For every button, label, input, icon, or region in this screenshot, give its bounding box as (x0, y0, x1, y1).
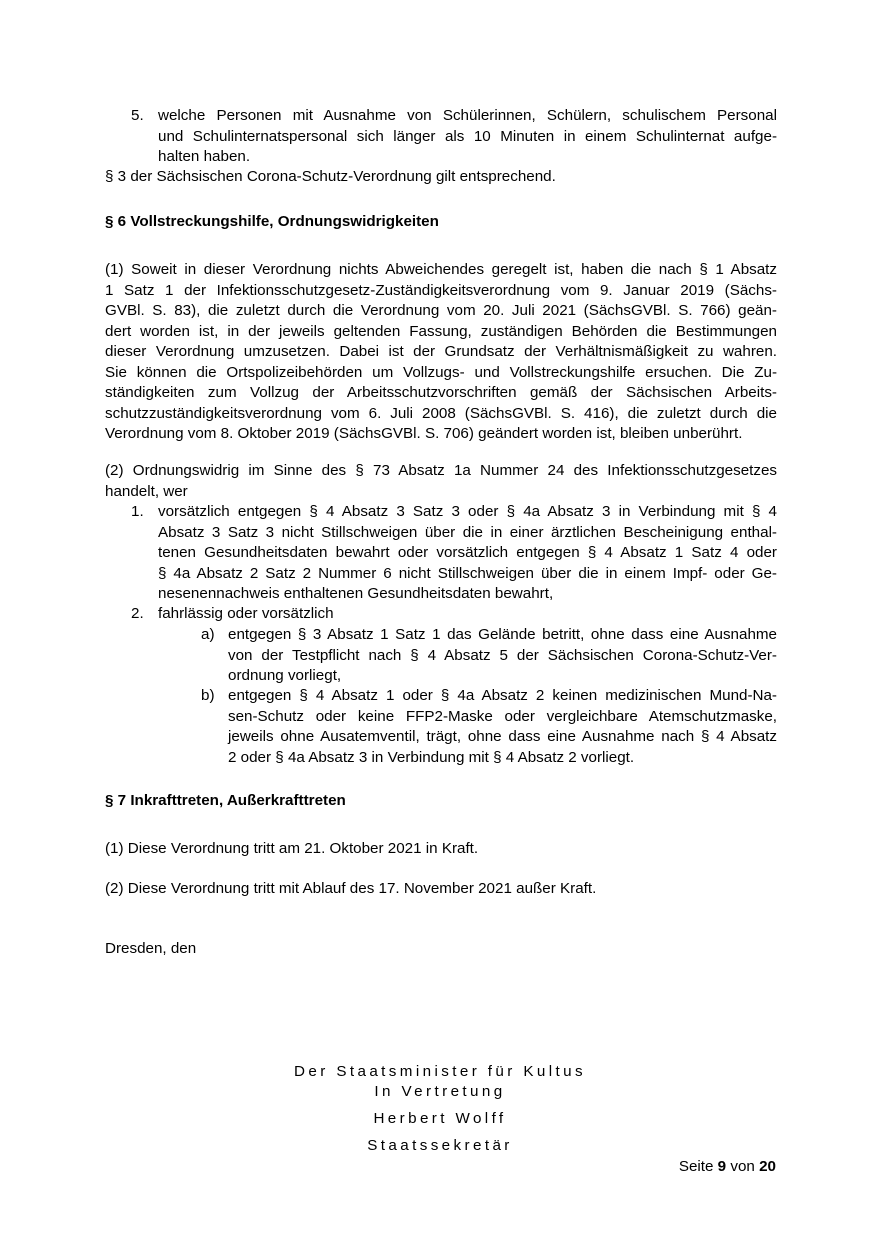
signature-line-2: In Vertretung (374, 1083, 506, 1100)
text-line: von der Testpflicht nach § 4 Absatz 5 der Sächsischen Corona-Schutz-Ver- (228, 646, 777, 664)
text-line: jeweils ohne Ausatemventil, trägt, ohne dass eine Ausnahme nach § 4 Absatz (228, 728, 777, 745)
page-label: Seite (678, 1158, 714, 1175)
sub-item-letter: b) (201, 687, 215, 704)
list-item-2 (131, 604, 777, 625)
text-line: handelt, wer (105, 482, 188, 500)
text-line: (2) Ordnungswidrig im Sinne des § 73 Absatz 1a Nummer 24 des Infektionsschutzgesetzes (105, 462, 777, 479)
list-item-number: 5. (131, 107, 144, 124)
section-6-paragraph-1 (105, 260, 777, 445)
text-line: (1) Soweit in dieser Verordnung nichts Abweichendes geregelt ist, haben die nach § 1 Absatz (105, 261, 777, 278)
text-line: ständigkeiten zum Vollzug der Arbeitsschutzvorschriften gemäß der Sächsischen Arbeits- (105, 384, 777, 401)
text-line: fahrlässig oder vorsätzlich (158, 605, 334, 622)
text-line: 2 oder § 4a Absatz 3 in Verbindung mit § 4 Absatz 2 vorliegt. (228, 748, 635, 766)
text-line: § 4a Absatz 2 Satz 2 Nummer 6 nicht Stillschweigen über die in einem Impf- oder Ge- (158, 564, 777, 582)
list-item-number: 2. (131, 605, 144, 622)
list-item-number: 1. (131, 503, 144, 520)
page-of-label: von (730, 1158, 755, 1175)
text-line: 1 Satz 1 der Infektionsschutzgesetz-Zuständigkeitsverordnung vom 9. Januar 2019 (Sächs- (105, 281, 777, 299)
text-line: GVBl. S. 83), die zuletzt durch die Verordnung vom 20. Juli 2021 (SächsGVBl. S. 766) geän- (105, 302, 777, 319)
text-line: halten haben. (158, 148, 251, 165)
paragraph-reference: § 3 der Sächsischen Corona-Schutz-Verordnung gilt entsprechend. (105, 168, 556, 185)
text-line: tenen Gesundheitsdaten bewahrt oder vorsätzlich entgegen § 4 Absatz 1 Satz 4 oder (158, 544, 777, 561)
text-line: entgegen § 4 Absatz 1 oder § 4a Absatz 2 keinen medizinischen Mund-Na- (228, 687, 777, 704)
text-line: welche Personen mit Ausnahme von Schülerinnen, Schülern, schulischem Personal (158, 107, 777, 124)
text-line: Sie können die Ortspolizeibehörden um Vollzugs- und Vollstreckungshilfe ersuchen. Die Zu- (105, 363, 777, 381)
page-number (679, 1157, 776, 1177)
list-item-1 (131, 502, 777, 605)
section-7-paragraph-1: (1) Diese Verordnung tritt am 21. Oktober 2021 in Kraft. (105, 840, 479, 857)
current-page: 9 (717, 1158, 727, 1175)
signatory-title: Staatssekretär (367, 1137, 513, 1154)
sub-item-b (201, 686, 777, 768)
text-line: vorsätzlich entgegen § 4 Absatz 3 Satz 3 oder § 4a Absatz 3 in Verbindung mit § 4 (158, 503, 777, 520)
text-line: Verordnung vom 8. Oktober 2019 (SächsGVBl. S. 706) geändert worden ist, bleiben unberührt. (105, 425, 743, 442)
text-line: nesenennachweis enthaltenen Gesundheitsdaten bewahrt, (158, 585, 554, 602)
text-line: ordnung vorliegt, (228, 667, 342, 684)
section-heading-7: § 7 Inkrafttreten, Außerkrafttreten (105, 792, 346, 809)
section-heading-6: § 6 Vollstreckungshilfe, Ordnungswidrigkeiten (105, 213, 439, 230)
sub-item-a (201, 625, 777, 687)
list-item-5 (131, 106, 777, 168)
section-7-paragraph-2: (2) Diese Verordnung tritt mit Ablauf des 17. November 2021 außer Kraft. (105, 880, 597, 897)
total-pages: 20 (759, 1158, 776, 1175)
text-line: Absatz 3 Satz 3 nicht Stillschweigen über die in einer ärztlichen Bescheinigung enthal- (158, 523, 777, 541)
signature-line-1: Der Staatsminister für Kultus (294, 1063, 586, 1080)
text-line: schutzzuständigkeitsverordnung vom 6. Juli 2008 (SächsGVBl. S. 416), die zuletzt durch die (105, 404, 777, 422)
text-line: und Schulinternatspersonal sich länger als 10 Minuten in einem Schulinternat aufge- (158, 127, 777, 145)
text-line: dieser Verordnung umzusetzen. Dabei ist der Grundsatz der Verhältnismäßigkeit zu wahren. (105, 343, 777, 360)
place-date-line: Dresden, den (105, 940, 197, 957)
text-line: entgegen § 3 Absatz 1 Satz 1 das Gelände betritt, ohne dass eine Ausnahme (228, 626, 777, 643)
text-line: sen-Schutz oder keine FFP2-Maske oder vergleichbare Atemschutzmaske, (228, 707, 777, 725)
text-line: dert worden ist, in der jeweils geltenden Fassung, zuständigen Behörden die Bestimmungen (105, 322, 777, 340)
sub-item-letter: a) (201, 626, 215, 643)
signatory-name: Herbert Wolff (373, 1110, 507, 1127)
section-6-paragraph-2 (105, 461, 777, 502)
